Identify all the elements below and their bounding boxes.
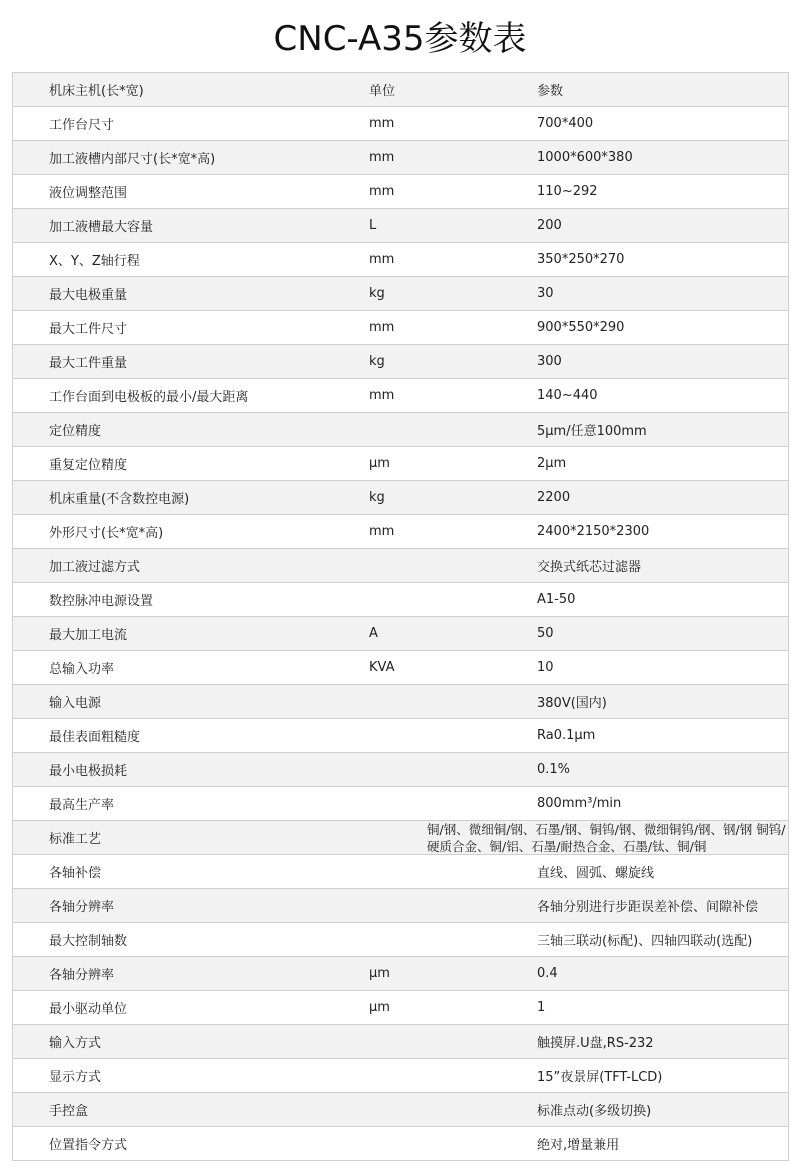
table-row xyxy=(13,719,788,753)
row-value: 10 xyxy=(537,660,554,675)
row-value: Ra0.1μm xyxy=(537,728,596,743)
row-unit: mm xyxy=(369,252,395,267)
row-value: 700*400 xyxy=(537,116,594,131)
page-title: CNC-A35参数表 xyxy=(273,19,527,59)
row-unit: mm xyxy=(369,116,395,131)
row-unit: kg xyxy=(369,354,385,369)
row-name: 液位调整范围 xyxy=(49,186,128,201)
row-value: 50 xyxy=(537,626,554,641)
row-unit: μm xyxy=(369,1000,390,1015)
table-row xyxy=(13,1127,788,1161)
row-value: 各轴分别进行步距误差补偿、间隙补偿 xyxy=(537,900,759,915)
row-value: 0.1% xyxy=(537,762,571,777)
table-row xyxy=(13,991,788,1025)
table-row xyxy=(13,923,788,957)
table-row xyxy=(13,413,788,447)
row-value: 15”夜景屏(TFT-LCD) xyxy=(537,1070,663,1085)
row-value: 140~440 xyxy=(537,388,598,403)
row-name: 最大工件重量 xyxy=(49,356,128,371)
table-row xyxy=(13,243,788,277)
row-value: 标准点动(多级切换) xyxy=(537,1104,652,1119)
row-unit: μm xyxy=(369,966,390,981)
row-value: 交换式纸芯过滤器 xyxy=(537,560,642,575)
row-name: 最大加工电流 xyxy=(49,628,128,643)
row-unit: KVA xyxy=(369,660,395,675)
row-name: 加工液槽最大容量 xyxy=(49,220,154,235)
row-value: 1000*600*380 xyxy=(537,150,633,165)
table-row xyxy=(13,141,788,175)
table-row xyxy=(13,175,788,209)
row-unit: A xyxy=(369,626,378,641)
row-value: 200 xyxy=(537,218,562,233)
table-row xyxy=(13,311,788,345)
row-value: 0.4 xyxy=(537,966,558,981)
row-name: 最小驱动单位 xyxy=(49,1002,128,1017)
table-row xyxy=(13,447,788,481)
row-value: 三轴三联动(标配)、四轴四联动(选配) xyxy=(537,934,753,949)
spec-table xyxy=(12,72,789,1161)
row-value: 2400*2150*2300 xyxy=(537,524,650,539)
table-row xyxy=(13,685,788,719)
row-value: 绝对,增量兼用 xyxy=(537,1138,620,1153)
header-unit: 单位 xyxy=(369,84,396,99)
row-value: 110~292 xyxy=(537,184,598,199)
row-name: 最大工件尺寸 xyxy=(49,322,128,337)
row-name: 显示方式 xyxy=(49,1070,102,1085)
row-value: A1-50 xyxy=(537,592,576,607)
table-row xyxy=(13,821,788,855)
table-row xyxy=(13,107,788,141)
header-name: 机床主机(长*宽) xyxy=(49,84,144,99)
row-unit: kg xyxy=(369,286,385,301)
row-name: 加工液槽内部尺寸(长*宽*高) xyxy=(49,152,216,167)
row-value: 2μm xyxy=(537,456,567,471)
row-name: 最高生产率 xyxy=(49,798,115,813)
row-unit: kg xyxy=(369,490,385,505)
row-name: 总输入功率 xyxy=(49,662,115,677)
row-value: 1 xyxy=(537,1000,546,1015)
table-row xyxy=(13,549,788,583)
table-body xyxy=(13,107,788,1161)
table-row xyxy=(13,787,788,821)
row-value: 900*550*290 xyxy=(537,320,625,335)
row-unit: mm xyxy=(369,184,395,199)
table-row xyxy=(13,277,788,311)
row-name: 外形尺寸(长*宽*高) xyxy=(49,526,164,541)
row-value: 触摸屏.U盘,RS-232 xyxy=(537,1036,654,1051)
row-value: 300 xyxy=(537,354,562,369)
row-name: 最大控制轴数 xyxy=(49,934,128,949)
table-row xyxy=(13,889,788,923)
row-name: 工作台尺寸 xyxy=(49,118,115,133)
table-row xyxy=(13,957,788,991)
row-name: 输入方式 xyxy=(49,1036,102,1051)
row-name: 各轴补偿 xyxy=(49,866,102,881)
row-value: 直线、圆弧、螺旋线 xyxy=(537,866,655,881)
header-value: 参数 xyxy=(537,84,564,99)
row-name: 最大电极重量 xyxy=(49,288,128,303)
table-row xyxy=(13,583,788,617)
row-name: 各轴分辨率 xyxy=(49,900,115,915)
row-name: 工作台面到电极板的最小/最大距离 xyxy=(49,390,249,405)
row-unit: mm xyxy=(369,320,395,335)
table-row xyxy=(13,209,788,243)
row-name: 手控盒 xyxy=(49,1104,89,1119)
table-row xyxy=(13,379,788,413)
row-name: 机床重量(不含数控电源) xyxy=(49,492,190,507)
row-name: 最小电极损耗 xyxy=(49,764,128,779)
table-row xyxy=(13,1025,788,1059)
table-row xyxy=(13,753,788,787)
row-value: 30 xyxy=(537,286,554,301)
row-name: 重复定位精度 xyxy=(49,458,128,473)
row-name: X、Y、Z轴行程 xyxy=(49,254,140,269)
row-value: 铜/钢、微细铜/钢、石墨/钢、铜钨/钢、微细铜钨/钢、钢/钢 铜钨/硬质合金、铜/铝、石墨/耐热合金、石墨/钛、铜/铜 xyxy=(427,821,786,854)
table-row xyxy=(13,1093,788,1127)
row-name: 位置指令方式 xyxy=(49,1138,128,1153)
table-row xyxy=(13,1059,788,1093)
row-name: 各轴分辨率 xyxy=(49,968,115,983)
row-value: 800mm³/min xyxy=(537,796,622,811)
table-row xyxy=(13,515,788,549)
row-name: 定位精度 xyxy=(49,424,102,439)
table-row xyxy=(13,855,788,889)
table-row xyxy=(13,345,788,379)
table-row xyxy=(13,617,788,651)
row-unit: mm xyxy=(369,388,395,403)
row-unit: mm xyxy=(369,524,395,539)
row-value: 380V(国内) xyxy=(537,696,607,711)
row-name: 输入电源 xyxy=(49,696,102,711)
row-unit: μm xyxy=(369,456,390,471)
row-value: 350*250*270 xyxy=(537,252,625,267)
row-unit: L xyxy=(369,218,377,233)
row-unit: mm xyxy=(369,150,395,165)
table-row xyxy=(13,651,788,685)
table-header-row xyxy=(13,73,788,107)
row-name: 最佳表面粗糙度 xyxy=(49,730,141,745)
table-row xyxy=(13,481,788,515)
row-name: 标准工艺 xyxy=(49,832,102,847)
row-name: 加工液过滤方式 xyxy=(49,560,141,575)
row-name: 数控脉冲电源设置 xyxy=(49,594,154,609)
row-value: 5μm/任意100mm xyxy=(537,424,647,439)
row-value: 2200 xyxy=(537,490,571,505)
